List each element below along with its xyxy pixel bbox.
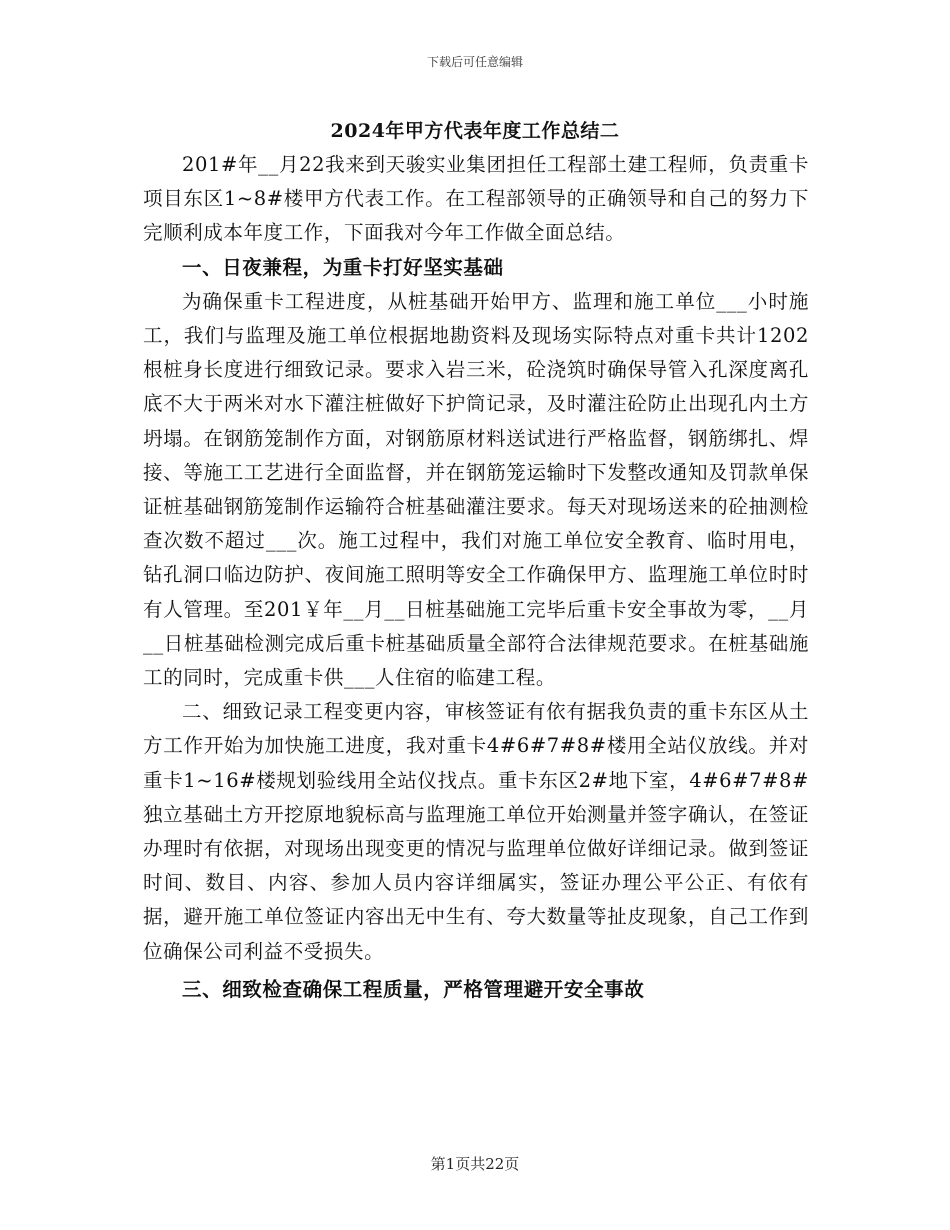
page-header-note: 下载后可任意编辑	[426, 55, 523, 69]
section-1-paragraph: 为确保重卡工程进度，从桩基础开始甲方、监理和施工单位___小时施工，我们与监理及施工单位根据地勘资料及现场实际特点对重卡共计1202根桩身长度进行细致记录。要求入岩三米，砼浇筑时确保导管入孔深度离孔底不大于两米对水下灌注桩做好下护筒记录，及时灌注砼防止出现孔内土方坍塌。在钢筋笼制作方面，对钢筋原材料送试进行严格监督，钢筋绑扎、焊接、等施工工艺进行全面监督，并在钢筋笼运输时下发整改通知及罚款单保证桩基础钢筋笼制作运输符合桩基础灌注要求。每天对现场送来的砼抽测检查次数不超过___次。施工过程中，我们对施工单位安全教育、临时用电，钻孔洞口临边防护、夜间施工照明等安全工作确保甲方、监理施工单位时时有人管理。至201￥年__月__日桩基础施工完毕后重卡安全事故为零，__月__日桩基础检测完成后重卡桩基础质量全部符合法律规范要求。在桩基础施工的同时，完成重卡供___人住宿的临建工程。	[143, 289, 809, 690]
section-3-heading: 三、细致检查确保工程质量，严格管理避开安全事故	[182, 977, 645, 1001]
section-1-heading: 一、日夜兼程，为重卡打好坚实基础	[182, 255, 504, 279]
document-title: 2024年甲方代表年度工作总结二	[330, 120, 620, 142]
intro-paragraph: 201#年__月22我来到天骏实业集团担任工程部土建工程师，负责重卡项目东区1~8#楼甲方代表工作。在工程部领导的正确领导和自己的努力下完顺利成本年度工作，下面我对今年工作做全面总结。	[143, 153, 809, 245]
document-body	[143, 148, 809, 1007]
section-2-paragraph: 二、细致记录工程变更内容，审核签证有依有据我负责的重卡东区从土方工作开始为加快施工进度，我对重卡4#6#7#8#楼用全站仪放线。并对重卡1~16#楼规划验线用全站仪找点。重卡东区2#地下室，4#6#7#8#独立基础土方开挖原地貌标高与监理施工单位开始测量并签字确认，在签证办理时有依据，对现场出现变更的情况与监理单位做好详细记录。做到签证时间、数目、内容、参加人员内容详细属实，签证办理公平公正、有依有据，避开施工单位签证内容出无中生有、夸大数量等扯皮现象，自己工作到位确保公司利益不受损失。	[143, 700, 809, 963]
page-number: 第1页共22页	[430, 1155, 520, 1173]
